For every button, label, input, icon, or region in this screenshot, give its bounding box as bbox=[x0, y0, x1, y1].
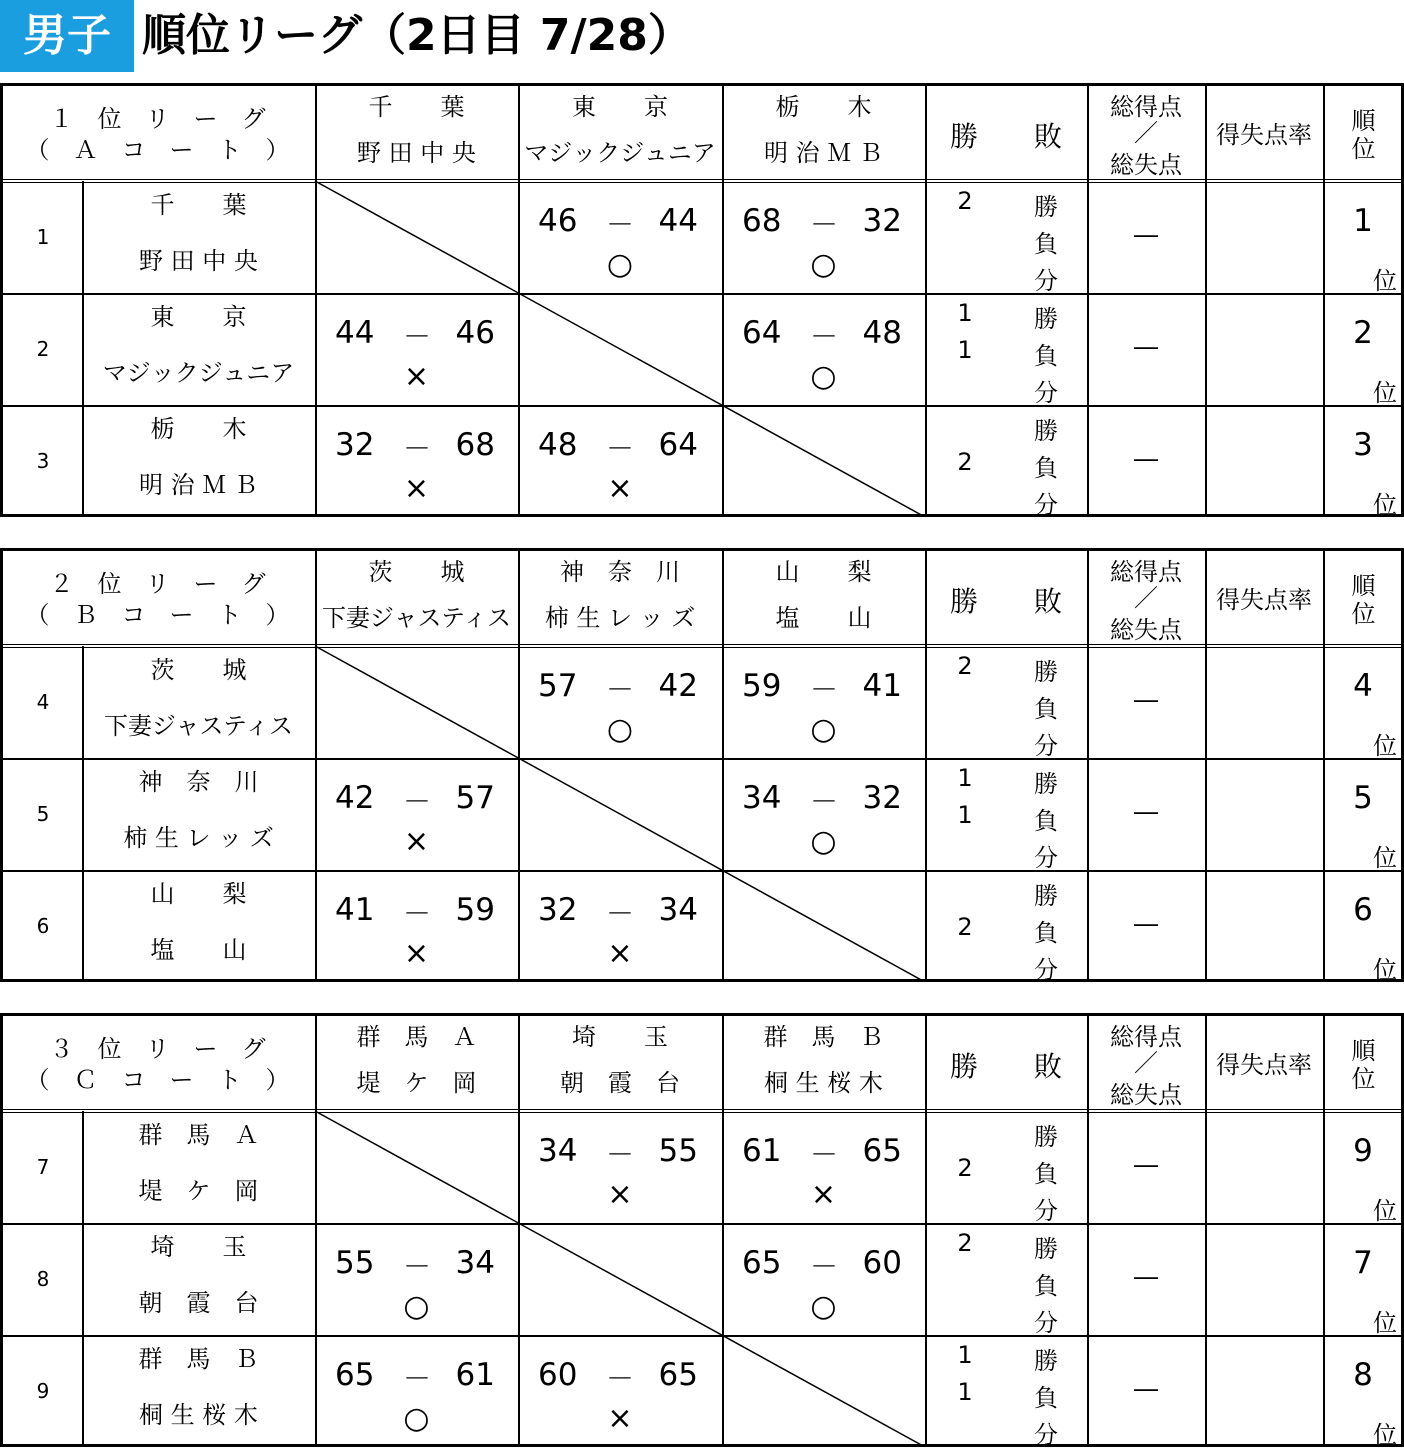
page-header bbox=[0, 0, 1404, 74]
team-number: 8 bbox=[36, 1267, 50, 1291]
score-own: 32 bbox=[538, 892, 578, 928]
points-header-line1: 総得点 bbox=[1110, 93, 1182, 121]
loss-label: 負 bbox=[1034, 342, 1058, 370]
opponent-prefecture: 埼 玉 bbox=[572, 1023, 668, 1051]
team-number: 6 bbox=[36, 914, 50, 938]
rank-suffix: 位 bbox=[1373, 379, 1397, 407]
score-opponent: 61 bbox=[455, 1357, 495, 1393]
score-own: 60 bbox=[538, 1357, 578, 1393]
league-title-line1: ２ 位 リ ー グ bbox=[49, 570, 266, 598]
loss-label: 負 bbox=[1034, 1384, 1058, 1412]
losses-count: 1 bbox=[957, 801, 973, 829]
score-dash: － bbox=[605, 1138, 634, 1171]
score-opponent: 42 bbox=[658, 668, 698, 704]
result-mark: ○ bbox=[403, 1401, 430, 1436]
rate-header: 得失点率 bbox=[1216, 586, 1312, 614]
points-header-line2: 総失点 bbox=[1110, 616, 1182, 644]
rank-suffix: 位 bbox=[1373, 1197, 1397, 1225]
points-header-slash: ／ bbox=[1134, 1049, 1158, 1077]
page-title: 順位リーグ（2日目 7/28） bbox=[142, 10, 692, 61]
league-title-line2: （ Ａ コ ー ト ） bbox=[25, 136, 290, 164]
rank-header-line1: 順 bbox=[1351, 572, 1376, 600]
score-own: 34 bbox=[538, 1133, 578, 1169]
points-header-line1: 総得点 bbox=[1110, 558, 1182, 586]
opponent-team: 下妻ジャスティス bbox=[321, 604, 512, 632]
result-mark: ○ bbox=[810, 247, 837, 282]
losses-count: 1 bbox=[957, 1378, 973, 1406]
opponent-team: 桐 生 桜 木 bbox=[764, 1069, 883, 1097]
score-dash: － bbox=[605, 673, 634, 706]
win-label: 勝 bbox=[1034, 658, 1058, 686]
score-opponent: 32 bbox=[862, 780, 902, 816]
record-header: 勝 敗 bbox=[949, 585, 1062, 618]
win-label: 勝 bbox=[1034, 770, 1058, 798]
result-mark: ○ bbox=[810, 824, 837, 859]
score-opponent: 65 bbox=[862, 1133, 902, 1169]
rank-suffix: 位 bbox=[1373, 732, 1397, 760]
points-value: ― bbox=[1134, 798, 1158, 826]
draw-label: 分 bbox=[1034, 1421, 1058, 1449]
team-number: 7 bbox=[36, 1155, 50, 1179]
loss-label: 負 bbox=[1034, 919, 1058, 947]
team-name: 明 治 Ｍ Ｂ bbox=[139, 471, 258, 499]
team-name: マジックジュニア bbox=[102, 359, 295, 387]
score-opponent: 44 bbox=[658, 203, 698, 239]
score-own: 32 bbox=[335, 427, 375, 463]
score-dash: － bbox=[605, 208, 634, 241]
team-name: 下妻ジャスティス bbox=[103, 712, 294, 740]
team-name: 堤 ケ 岡 bbox=[138, 1177, 259, 1205]
points-value: ― bbox=[1134, 333, 1158, 361]
score-own: 57 bbox=[538, 668, 578, 704]
league-table bbox=[0, 1013, 1404, 1449]
win-label: 勝 bbox=[1034, 1347, 1058, 1375]
score-opponent: 68 bbox=[455, 427, 495, 463]
team-number: 4 bbox=[36, 690, 50, 714]
result-mark: ○ bbox=[810, 1289, 837, 1324]
draw-label: 分 bbox=[1034, 956, 1058, 984]
opponent-prefecture: 茨 城 bbox=[368, 558, 465, 586]
points-value: ― bbox=[1134, 221, 1158, 249]
league-title-line2: （ Ｂ コ ー ト ） bbox=[25, 601, 290, 629]
points-header-slash: ／ bbox=[1134, 119, 1158, 147]
losses-count: 2 bbox=[957, 448, 973, 476]
score-dash: － bbox=[809, 1250, 838, 1283]
points-value: ― bbox=[1134, 1375, 1158, 1403]
opponent-team: 柿 生 レ ッ ズ bbox=[544, 604, 696, 632]
team-number: 9 bbox=[36, 1379, 50, 1403]
score-own: 46 bbox=[538, 203, 578, 239]
wins-count: 2 bbox=[957, 1229, 973, 1257]
rank-header-line2: 位 bbox=[1351, 600, 1376, 628]
draw-label: 分 bbox=[1034, 1197, 1058, 1225]
score-own: 41 bbox=[335, 892, 375, 928]
opponent-team: マジックジュニア bbox=[524, 139, 716, 167]
opponent-prefecture: 群 馬 Ｂ bbox=[763, 1023, 884, 1051]
win-label: 勝 bbox=[1034, 882, 1058, 910]
league-table bbox=[0, 548, 1404, 984]
rank-header-line1: 順 bbox=[1351, 1037, 1376, 1065]
team-number: 5 bbox=[36, 802, 50, 826]
team-number: 2 bbox=[36, 337, 50, 361]
rank-value: 7 bbox=[1353, 1245, 1373, 1281]
result-mark: × bbox=[607, 471, 633, 506]
result-mark: × bbox=[403, 471, 430, 506]
wins-count: 2 bbox=[957, 187, 973, 215]
team-prefecture: 山 梨 bbox=[150, 880, 247, 908]
rank-value: 9 bbox=[1353, 1133, 1373, 1169]
team-number: 1 bbox=[36, 225, 50, 249]
loss-label: 負 bbox=[1034, 695, 1058, 723]
rate-header: 得失点率 bbox=[1216, 121, 1312, 149]
draw-label: 分 bbox=[1034, 379, 1058, 407]
rank-value: 1 bbox=[1353, 203, 1373, 239]
result-mark: ○ bbox=[403, 1289, 430, 1324]
score-dash: － bbox=[402, 785, 431, 818]
score-dash: － bbox=[402, 897, 431, 930]
score-dash: － bbox=[605, 432, 634, 465]
win-label: 勝 bbox=[1034, 417, 1058, 445]
team-prefecture: 群 馬 Ａ bbox=[138, 1121, 259, 1149]
score-opponent: 34 bbox=[455, 1245, 495, 1281]
league-table bbox=[0, 83, 1404, 519]
league-title-line2: （ Ｃ コ ー ト ） bbox=[25, 1066, 290, 1094]
rank-value: 8 bbox=[1353, 1357, 1373, 1393]
score-own: 61 bbox=[742, 1133, 782, 1169]
draw-label: 分 bbox=[1034, 844, 1058, 872]
rank-value: 4 bbox=[1353, 668, 1373, 704]
draw-label: 分 bbox=[1034, 1309, 1058, 1337]
team-name: 桐 生 桜 木 bbox=[139, 1401, 258, 1429]
opponent-prefecture: 栃 木 bbox=[775, 93, 872, 121]
record-header: 勝 敗 bbox=[949, 120, 1062, 153]
points-header-line1: 総得点 bbox=[1110, 1023, 1182, 1051]
rank-value: 2 bbox=[1353, 315, 1373, 351]
losses-count: 2 bbox=[957, 1154, 973, 1182]
league-title-line1: １ 位 リ ー グ bbox=[49, 105, 266, 133]
opponent-team: 塩 山 bbox=[775, 604, 872, 632]
result-mark: × bbox=[810, 1177, 837, 1212]
score-own: 48 bbox=[538, 427, 578, 463]
opponent-team: 野 田 中 央 bbox=[357, 139, 476, 167]
draw-label: 分 bbox=[1034, 267, 1058, 295]
score-dash: － bbox=[605, 1362, 634, 1395]
rank-suffix: 位 bbox=[1373, 1421, 1397, 1449]
opponent-team: 朝 霞 台 bbox=[560, 1069, 680, 1097]
result-mark: × bbox=[403, 359, 430, 394]
rank-header-line1: 順 bbox=[1351, 107, 1376, 135]
score-dash: － bbox=[809, 1138, 838, 1171]
opponent-prefecture: 山 梨 bbox=[775, 558, 872, 586]
points-value: ― bbox=[1134, 445, 1158, 473]
score-own: 44 bbox=[335, 315, 375, 351]
score-dash: － bbox=[605, 897, 634, 930]
score-own: 65 bbox=[335, 1357, 375, 1393]
team-prefecture: 埼 玉 bbox=[150, 1233, 247, 1261]
score-dash: － bbox=[402, 320, 431, 353]
rank-header-line2: 位 bbox=[1351, 135, 1376, 163]
rank-suffix: 位 bbox=[1373, 267, 1397, 295]
team-prefecture: 栃 木 bbox=[150, 415, 247, 443]
score-dash: － bbox=[402, 1250, 431, 1283]
points-value: ― bbox=[1134, 1263, 1158, 1291]
points-header-line2: 総失点 bbox=[1110, 151, 1182, 179]
loss-label: 負 bbox=[1034, 1272, 1058, 1300]
draw-label: 分 bbox=[1034, 491, 1058, 519]
team-prefecture: 神 奈 川 bbox=[138, 768, 259, 796]
score-opponent: 48 bbox=[862, 315, 902, 351]
rank-suffix: 位 bbox=[1373, 1309, 1397, 1337]
win-label: 勝 bbox=[1034, 1235, 1058, 1263]
points-header-slash: ／ bbox=[1134, 584, 1158, 612]
rank-suffix: 位 bbox=[1373, 844, 1397, 872]
score-opponent: 34 bbox=[658, 892, 698, 928]
score-own: 65 bbox=[742, 1245, 782, 1281]
result-mark: ○ bbox=[606, 712, 634, 747]
result-mark: × bbox=[607, 1177, 633, 1212]
team-name: 塩 山 bbox=[150, 936, 247, 964]
team-prefecture: 東 京 bbox=[150, 303, 247, 331]
opponent-prefecture: 群 馬 Ａ bbox=[356, 1023, 477, 1051]
wins-count: 1 bbox=[957, 1341, 973, 1369]
score-opponent: 41 bbox=[862, 668, 902, 704]
opponent-team: 明 治 Ｍ Ｂ bbox=[764, 139, 883, 167]
score-opponent: 65 bbox=[658, 1357, 698, 1393]
losses-count: 1 bbox=[957, 336, 973, 364]
score-own: 59 bbox=[742, 668, 782, 704]
win-label: 勝 bbox=[1034, 193, 1058, 221]
team-prefecture: 千 葉 bbox=[150, 191, 247, 219]
loss-label: 負 bbox=[1034, 1160, 1058, 1188]
score-opponent: 64 bbox=[658, 427, 698, 463]
score-own: 42 bbox=[335, 780, 375, 816]
score-dash: － bbox=[809, 673, 838, 706]
team-name: 朝 霞 台 bbox=[138, 1289, 259, 1317]
rank-suffix: 位 bbox=[1373, 956, 1397, 984]
result-mark: × bbox=[607, 1401, 633, 1436]
points-value: ― bbox=[1134, 1151, 1158, 1179]
opponent-prefecture: 東 京 bbox=[572, 93, 668, 121]
team-name: 柿 生 レ ッ ズ bbox=[123, 824, 274, 852]
result-mark: ○ bbox=[810, 712, 837, 747]
score-opponent: 60 bbox=[862, 1245, 902, 1281]
points-header-line2: 総失点 bbox=[1110, 1081, 1182, 1109]
score-own: 55 bbox=[335, 1245, 375, 1281]
result-mark: ○ bbox=[810, 359, 837, 394]
rank-value: 3 bbox=[1353, 427, 1373, 463]
score-own: 34 bbox=[742, 780, 782, 816]
wins-count: 1 bbox=[957, 299, 973, 327]
score-dash: － bbox=[809, 320, 838, 353]
score-opponent: 59 bbox=[455, 892, 495, 928]
team-number: 3 bbox=[36, 449, 50, 473]
score-dash: － bbox=[809, 208, 838, 241]
losses-count: 2 bbox=[957, 913, 973, 941]
win-label: 勝 bbox=[1034, 1123, 1058, 1151]
points-value: ― bbox=[1134, 686, 1158, 714]
score-dash: － bbox=[402, 1362, 431, 1395]
category-badge: 男子 bbox=[0, 0, 134, 72]
score-own: 64 bbox=[742, 315, 782, 351]
rank-header-line2: 位 bbox=[1351, 1065, 1376, 1093]
loss-label: 負 bbox=[1034, 454, 1058, 482]
opponent-team: 堤 ケ 岡 bbox=[356, 1069, 477, 1097]
loss-label: 負 bbox=[1034, 230, 1058, 258]
points-value: ― bbox=[1134, 910, 1158, 938]
score-dash: － bbox=[402, 432, 431, 465]
wins-count: 2 bbox=[957, 652, 973, 680]
record-header: 勝 敗 bbox=[949, 1050, 1062, 1083]
win-label: 勝 bbox=[1034, 305, 1058, 333]
score-dash: － bbox=[809, 785, 838, 818]
score-own: 68 bbox=[742, 203, 782, 239]
score-opponent: 57 bbox=[455, 780, 495, 816]
score-opponent: 32 bbox=[862, 203, 902, 239]
score-opponent: 55 bbox=[658, 1133, 698, 1169]
score-opponent: 46 bbox=[455, 315, 495, 351]
result-mark: ○ bbox=[606, 247, 634, 282]
result-mark: × bbox=[607, 936, 633, 971]
rate-header: 得失点率 bbox=[1216, 1051, 1312, 1079]
team-name: 野 田 中 央 bbox=[139, 247, 258, 275]
opponent-prefecture: 千 葉 bbox=[368, 93, 465, 121]
rank-value: 6 bbox=[1353, 892, 1373, 928]
result-mark: × bbox=[403, 824, 430, 859]
result-mark: × bbox=[403, 936, 430, 971]
team-prefecture: 群 馬 Ｂ bbox=[138, 1345, 259, 1373]
draw-label: 分 bbox=[1034, 732, 1058, 760]
wins-count: 1 bbox=[957, 764, 973, 792]
opponent-prefecture: 神 奈 川 bbox=[560, 558, 680, 586]
league-title-line1: ３ 位 リ ー グ bbox=[49, 1035, 266, 1063]
team-prefecture: 茨 城 bbox=[150, 656, 247, 684]
rank-suffix: 位 bbox=[1373, 491, 1397, 519]
rank-value: 5 bbox=[1353, 780, 1373, 816]
loss-label: 負 bbox=[1034, 807, 1058, 835]
